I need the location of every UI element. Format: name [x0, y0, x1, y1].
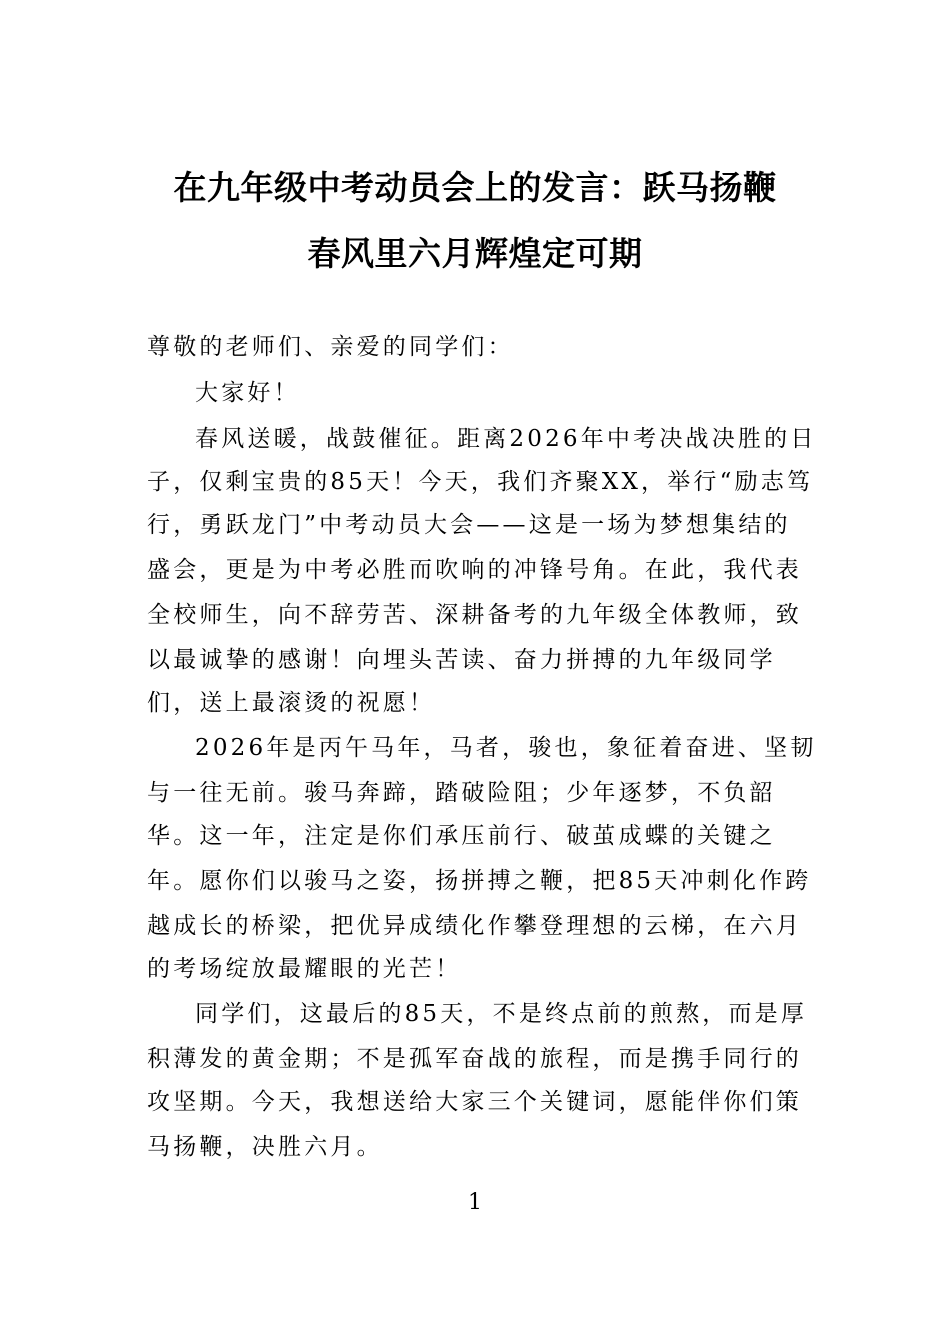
paragraph-3-line: 马扬鞭，决胜六月。	[147, 1134, 383, 1160]
paragraph-1-line: 全校师生，向不辞劳苦、深耕备考的九年级全体教师，致	[147, 602, 802, 628]
paragraph-3-line: 积薄发的黄金期；不是孤军奋战的旅程，而是携手同行的	[147, 1046, 802, 1072]
paragraph-3-line: 攻坚期。今天，我想送给大家三个关键词，愿能伴你们策	[147, 1089, 802, 1115]
paragraph-3-line: 同学们，这最后的85天，不是终点前的煎熬，而是厚	[195, 1001, 808, 1027]
salutation: 尊敬的老师们、亲爱的同学们：	[147, 334, 514, 360]
paragraph-1-line: 们，送上最滚烫的祝愿！	[147, 690, 436, 716]
paragraph-1-line: 行，勇跃龙门”中考动员大会——这是一场为梦想集结的	[147, 512, 791, 538]
paragraph-2-line: 华。这一年，注定是你们承压前行、破茧成蝶的关键之	[147, 823, 776, 849]
document-title-line-1: 在九年级中考动员会上的发言：跃马扬鞭	[173, 168, 777, 207]
paragraph-1-line: 春风送暖，战鼓催征。距离2026年中考决战决胜的日	[195, 426, 817, 452]
paragraph-1-line: 盛会，更是为中考必胜而吹响的冲锋号角。在此，我代表	[147, 557, 802, 583]
paragraph-2-line: 年。愿你们以骏马之姿，扬拼搏之鞭，把85天冲刺化作跨	[147, 868, 812, 894]
paragraph-1-line: 以最诚挚的感谢！向埋头苦读、奋力拼搏的九年级同学	[147, 647, 776, 673]
paragraph-2-line: 越成长的桥梁，把优异成绩化作攀登理想的云梯，在六月	[147, 913, 802, 939]
paragraph-2-line: 2026年是丙午马年，马者，骏也，象征着奋进、坚韧	[195, 735, 817, 761]
paragraph-2-line: 与一往无前。骏马奔蹄，踏破险阻；少年逐梦，不负韶	[147, 780, 776, 806]
greeting: 大家好！	[195, 380, 300, 406]
document-title-line-2: 春风里六月辉煌定可期	[307, 234, 643, 273]
paragraph-1-line: 子，仅剩宝贵的85天！今天，我们齐聚XX，举行“励志笃	[147, 469, 814, 495]
page-number: 1	[468, 1190, 482, 1215]
paragraph-2-line: 的考场绽放最耀眼的光芒！	[147, 956, 462, 982]
